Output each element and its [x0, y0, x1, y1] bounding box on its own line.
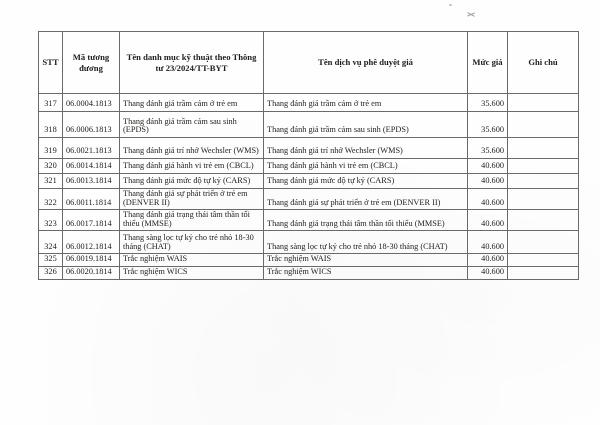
cell-ten-dich-vu: Thang đánh giá trầm cảm ở trẻ em	[264, 94, 468, 112]
cell-stt: 323	[39, 210, 63, 231]
cell-ma: 06.0012.1814	[63, 231, 120, 254]
cell-ten-dich-vu: Thang đánh giá sự phát triển ở trẻ em (DENVER II)	[264, 189, 468, 210]
cell-ma: 06.0020.1814	[63, 266, 120, 279]
table-row	[39, 266, 579, 279]
scan-artifact-mark	[467, 12, 475, 18]
cell-ghi-chu	[508, 112, 579, 138]
cell-muc-gia: 35.600	[468, 94, 508, 112]
col-header-stt: STT	[39, 32, 63, 94]
cell-ghi-chu	[508, 231, 579, 254]
cell-ten-dich-vu: Trắc nghiệm WICS	[264, 266, 468, 279]
cell-stt: 324	[39, 231, 63, 254]
cell-ten-danh-muc: Thang đánh giá trầm cảm sau sinh (EPDS)	[120, 112, 264, 138]
table-header-row	[39, 32, 579, 94]
table-row	[39, 174, 579, 189]
cell-muc-gia: 40.600	[468, 254, 508, 267]
cell-ten-danh-muc: Thang sàng lọc tự kỷ cho trẻ nhỏ 18-30 tháng (CHAT)	[120, 231, 264, 254]
col-header-ma-tuong-duong: Mã tương đương	[63, 32, 120, 94]
cell-ten-dich-vu: Thang đánh giá trí nhớ Wechsler (WMS)	[264, 138, 468, 159]
cell-stt: 322	[39, 189, 63, 210]
cell-stt: 325	[39, 254, 63, 267]
cell-ghi-chu	[508, 159, 579, 174]
col-header-muc-gia: Mức giá	[468, 32, 508, 94]
cell-ten-danh-muc: Thang đánh giá trạng thái tâm thần tối thiểu (MMSE)	[120, 210, 264, 231]
cell-ma: 06.0014.1814	[63, 159, 120, 174]
cell-ten-danh-muc: Thang đánh giá trí nhớ Wechsler (WMS)	[120, 138, 264, 159]
cell-muc-gia: 40.600	[468, 231, 508, 254]
cell-ten-danh-muc: Trắc nghiệm WICS	[120, 266, 264, 279]
table-row	[39, 112, 579, 138]
cell-muc-gia: 40.600	[468, 210, 508, 231]
cell-ma: 06.0017.1814	[63, 210, 120, 231]
cell-ten-danh-muc: Thang đánh giá hành vi trẻ em (CBCL)	[120, 159, 264, 174]
cell-ghi-chu	[508, 254, 579, 267]
cell-ten-dich-vu: Thang đánh giá trầm cảm sau sinh (EPDS)	[264, 112, 468, 138]
cell-muc-gia: 40.600	[468, 159, 508, 174]
cell-ghi-chu	[508, 174, 579, 189]
table-row	[39, 138, 579, 159]
cell-muc-gia: 35.600	[468, 138, 508, 159]
table-row	[39, 94, 579, 112]
cell-stt: 321	[39, 174, 63, 189]
cell-muc-gia: 35.600	[468, 112, 508, 138]
table-row	[39, 210, 579, 231]
cell-ten-danh-muc: Trắc nghiệm WAIS	[120, 254, 264, 267]
cell-stt: 317	[39, 94, 63, 112]
table-row	[39, 231, 579, 254]
cell-ghi-chu	[508, 210, 579, 231]
cell-ma: 06.0011.1814	[63, 189, 120, 210]
cell-ten-dich-vu: Thang đánh giá hành vi trẻ em (CBCL)	[264, 159, 468, 174]
table-row	[39, 159, 579, 174]
cell-ma: 06.0006.1813	[63, 112, 120, 138]
cell-ghi-chu	[508, 189, 579, 210]
cell-stt: 318	[39, 112, 63, 138]
cell-muc-gia: 40.600	[468, 266, 508, 279]
cell-ma: 06.0013.1814	[63, 174, 120, 189]
col-header-ten-dich-vu: Tên dịch vụ phê duyệt giá	[264, 32, 468, 94]
col-header-ghi-chu: Ghi chú	[508, 32, 579, 94]
cell-muc-gia: 40.600	[468, 189, 508, 210]
cell-stt: 326	[39, 266, 63, 279]
cell-ten-dich-vu: Thang đánh giá trạng thái tâm thần tối thiểu (MMSE)	[264, 210, 468, 231]
table-row	[39, 189, 579, 210]
cell-ten-dich-vu: Thang sàng lọc tự kỷ cho trẻ nhỏ 18-30 tháng (CHAT)	[264, 231, 468, 254]
cell-ma: 06.0004.1813	[63, 94, 120, 112]
service-price-table	[38, 31, 579, 280]
scan-artifact-dot	[449, 4, 452, 6]
cell-ghi-chu	[508, 94, 579, 112]
cell-ghi-chu	[508, 138, 579, 159]
cell-muc-gia: 40.600	[468, 174, 508, 189]
table-row	[39, 254, 579, 267]
cell-ten-dich-vu: Trắc nghiệm WAIS	[264, 254, 468, 267]
cell-ghi-chu	[508, 266, 579, 279]
cell-ma: 06.0019.1814	[63, 254, 120, 267]
cell-ten-danh-muc: Thang đánh giá sự phát triển ở trẻ em (DENVER II)	[120, 189, 264, 210]
cell-ten-danh-muc: Thang đánh giá trầm cảm ở trẻ em	[120, 94, 264, 112]
cell-ten-dich-vu: Thang đánh giá mức độ tự kỷ (CARS)	[264, 174, 468, 189]
col-header-ten-danh-muc: Tên danh mục kỹ thuật theo Thông tư 23/2024/TT-BYT	[120, 32, 264, 94]
cell-ten-danh-muc: Thang đánh giá mức độ tự kỷ (CARS)	[120, 174, 264, 189]
cell-stt: 320	[39, 159, 63, 174]
cell-stt: 319	[39, 138, 63, 159]
cell-ma: 06.0021.1813	[63, 138, 120, 159]
